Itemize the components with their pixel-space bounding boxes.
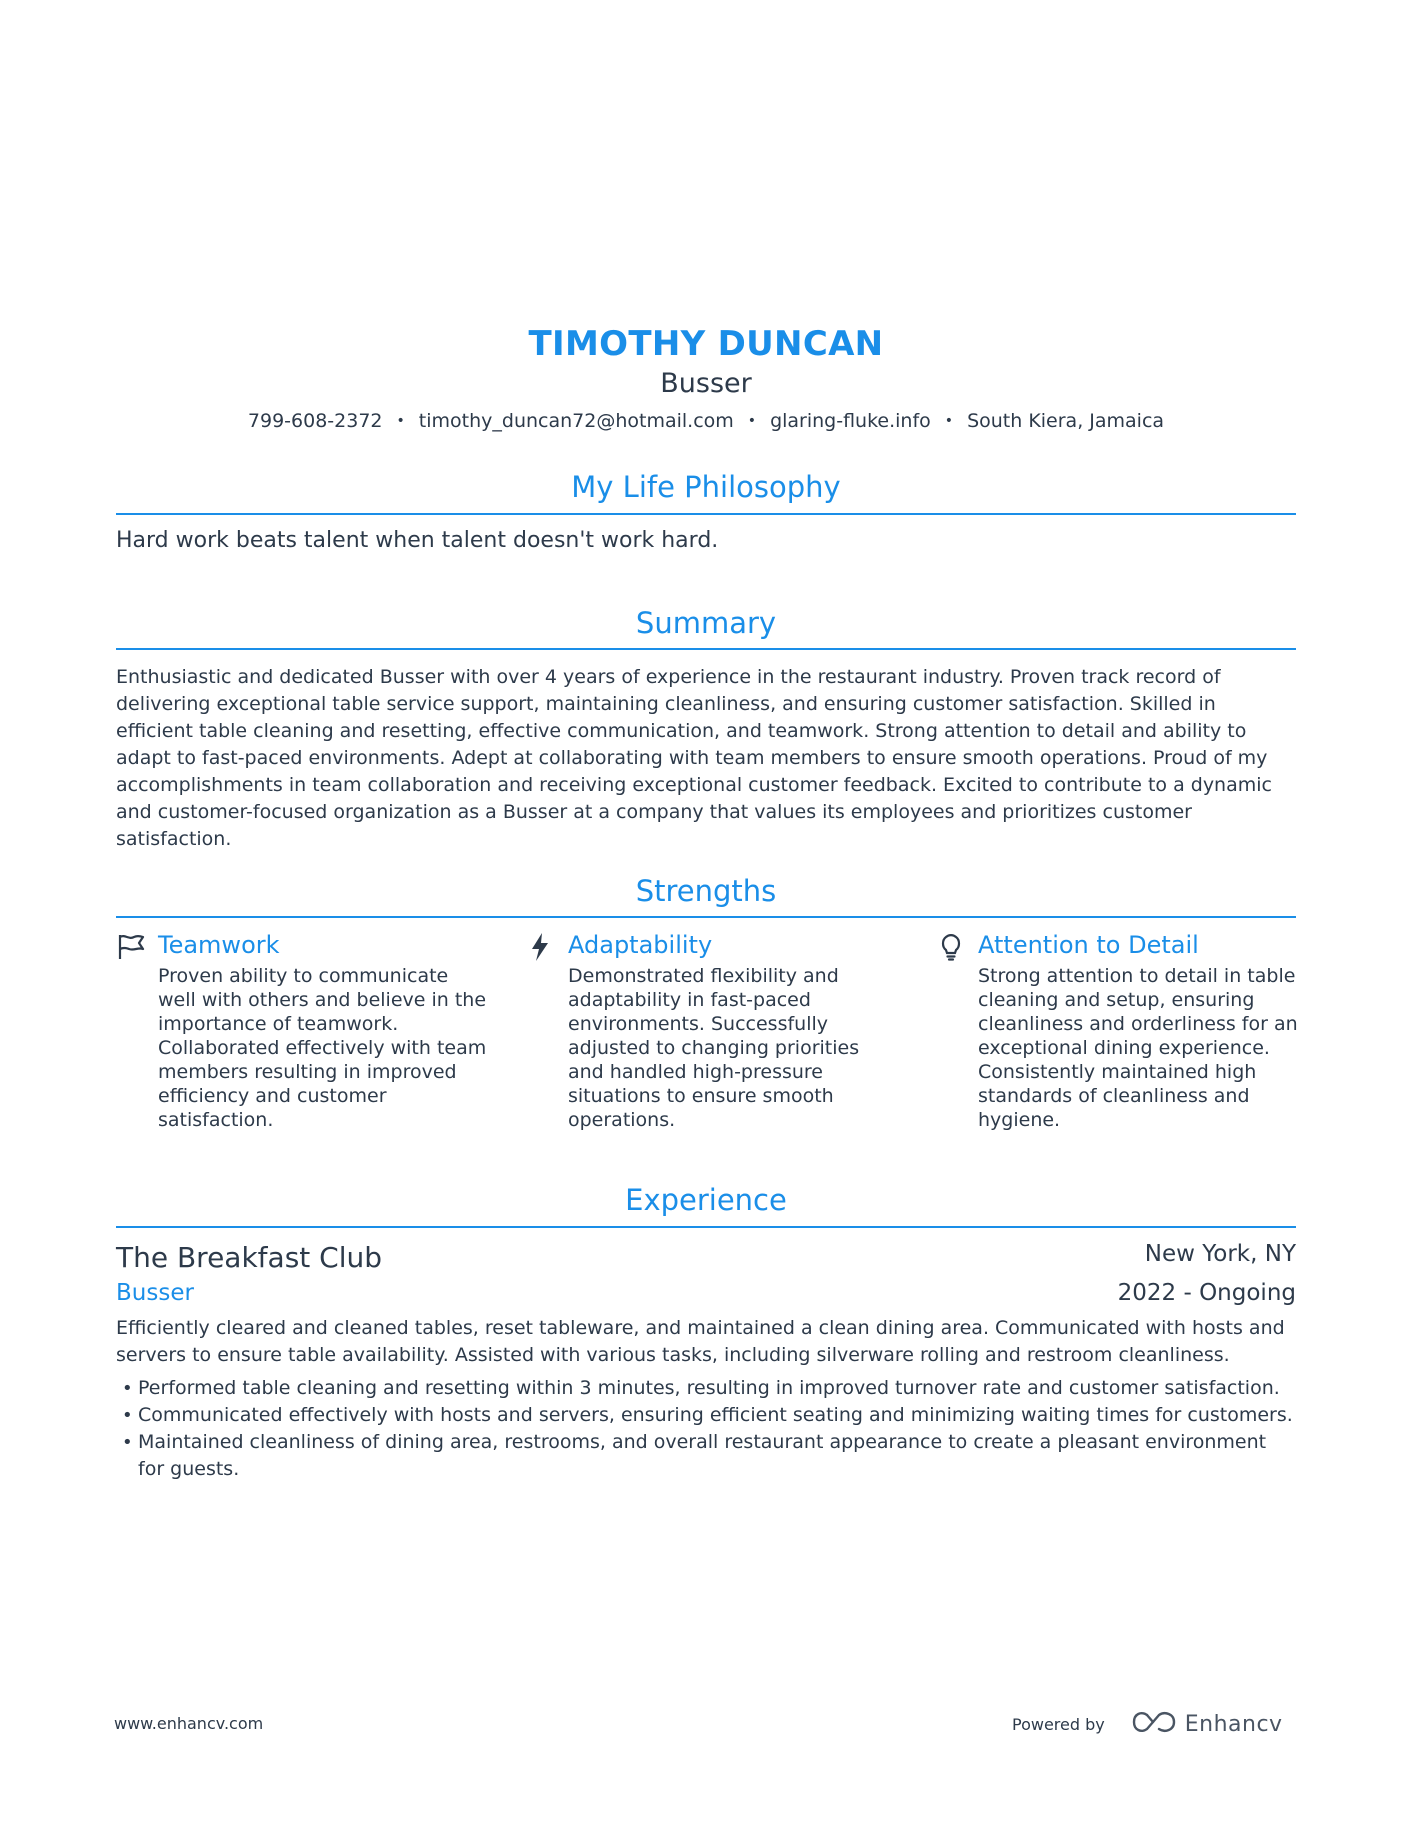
contact-separator: •: [396, 413, 405, 429]
bullet-dot: •: [122, 1378, 133, 1399]
list-item: • Maintained cleanliness of dining area, restrooms, and overall restaurant appearance to create a pleasant environment for guests.: [122, 1431, 1267, 1480]
strength-description: Proven ability to communicate well with others and believe in the importance of teamwork. Collaborated effectively with team members resulting in improved efficiency and customer satisfaction.: [158, 965, 487, 1131]
powered-by-label: Powered by: [1012, 1714, 1105, 1734]
contact-location: South Kiera, Jamaica: [967, 410, 1165, 432]
bullet-dot: •: [122, 1432, 133, 1453]
job-location: New York, NY: [1144, 1241, 1296, 1267]
strength-title: Teamwork: [158, 931, 280, 959]
contact-line: [116, 406, 1296, 436]
lightbulb-icon: [936, 932, 966, 962]
brand-name[interactable]: Enhancv: [1184, 1711, 1283, 1737]
section-divider: [116, 513, 1296, 515]
job-company: The Breakfast Club: [116, 1241, 383, 1274]
contact-phone: 799-608-2372: [247, 410, 383, 432]
resume-header: [116, 322, 1296, 436]
strength-description: Demonstrated flexibility and adaptability in fast-paced environments. Successfully adjusted to changing priorities and handled high-pressure situations to ensure smooth operations.: [568, 965, 860, 1131]
footer-branding: [1012, 1708, 1283, 1740]
strength-description: Strong attention to detail in table cleaning and setup, ensuring cleanliness and orderliness for an exceptional dining experience. Consistently maintained high standards of cleanliness and hygiene.: [978, 965, 1298, 1131]
enhancv-logo-icon: [1131, 1709, 1177, 1739]
philosophy-text: Hard work beats talent when talent doesn't work hard.: [116, 528, 719, 553]
strength-title: Adaptability: [568, 931, 713, 959]
job-description: Efficiently cleared and cleaned tables, reset tableware, and maintained a clean dining area. Communicated with hosts and servers to ensure table availability. Assisted with various tasks, including silverware rolling and restroom cleanliness.: [116, 1317, 1285, 1366]
section-divider: [116, 1226, 1296, 1228]
summary-text: Enthusiastic and dedicated Busser with over 4 years of experience in the restaurant industry. Proven track record of delivering exceptional table service support, maintaining cleanliness, and ensuring customer satisfaction. Skilled in efficient table cleaning and resetting, effective communication, and teamwork. Strong attention to detail and ability to adapt to fast-paced environments. Adept at collaborating with team members to ensure smooth operations. Proud of my accomplishments in team collaboration and receiving exceptional customer feedback. Excited to contribute to a dynamic and customer-focused organization as a Busser at a company that values its employees and prioritizes customer satisfaction.: [116, 666, 1272, 850]
contact-separator: •: [944, 413, 954, 429]
philosophy-heading: My Life Philosophy: [571, 470, 841, 504]
footer-website[interactable]: www.enhancv.com: [114, 1714, 264, 1733]
job-period: 2022 - Ongoing: [1117, 1280, 1296, 1306]
contact-website[interactable]: glaring-fluke.info: [770, 410, 931, 432]
flag-icon: [116, 932, 146, 962]
job-bullets: [116, 1375, 1296, 1483]
list-item: • Communicated effectively with hosts and servers, ensuring efficient seating and minimizing waiting times for customers.: [116, 1402, 1296, 1429]
contact-email[interactable]: timothy_duncan72@hotmail.com: [418, 410, 734, 432]
list-item: • Performed table cleaning and resetting within 3 minutes, resulting in improved turnover rate and customer satisfaction.: [116, 1375, 1296, 1402]
strength-title: Attention to Detail: [978, 931, 1199, 959]
lightning-icon: [526, 932, 556, 962]
section-divider: [116, 648, 1296, 650]
job-role: Busser: [116, 1280, 194, 1306]
summary-heading: Summary: [635, 606, 777, 640]
strengths-heading: Strengths: [635, 874, 777, 908]
section-divider: [116, 916, 1296, 918]
bullet-dot: •: [122, 1405, 133, 1426]
contact-separator: •: [747, 413, 757, 429]
experience-heading: Experience: [625, 1183, 787, 1217]
candidate-name: TIMOTHY DUNCAN: [528, 324, 884, 364]
candidate-title: Busser: [660, 368, 752, 399]
